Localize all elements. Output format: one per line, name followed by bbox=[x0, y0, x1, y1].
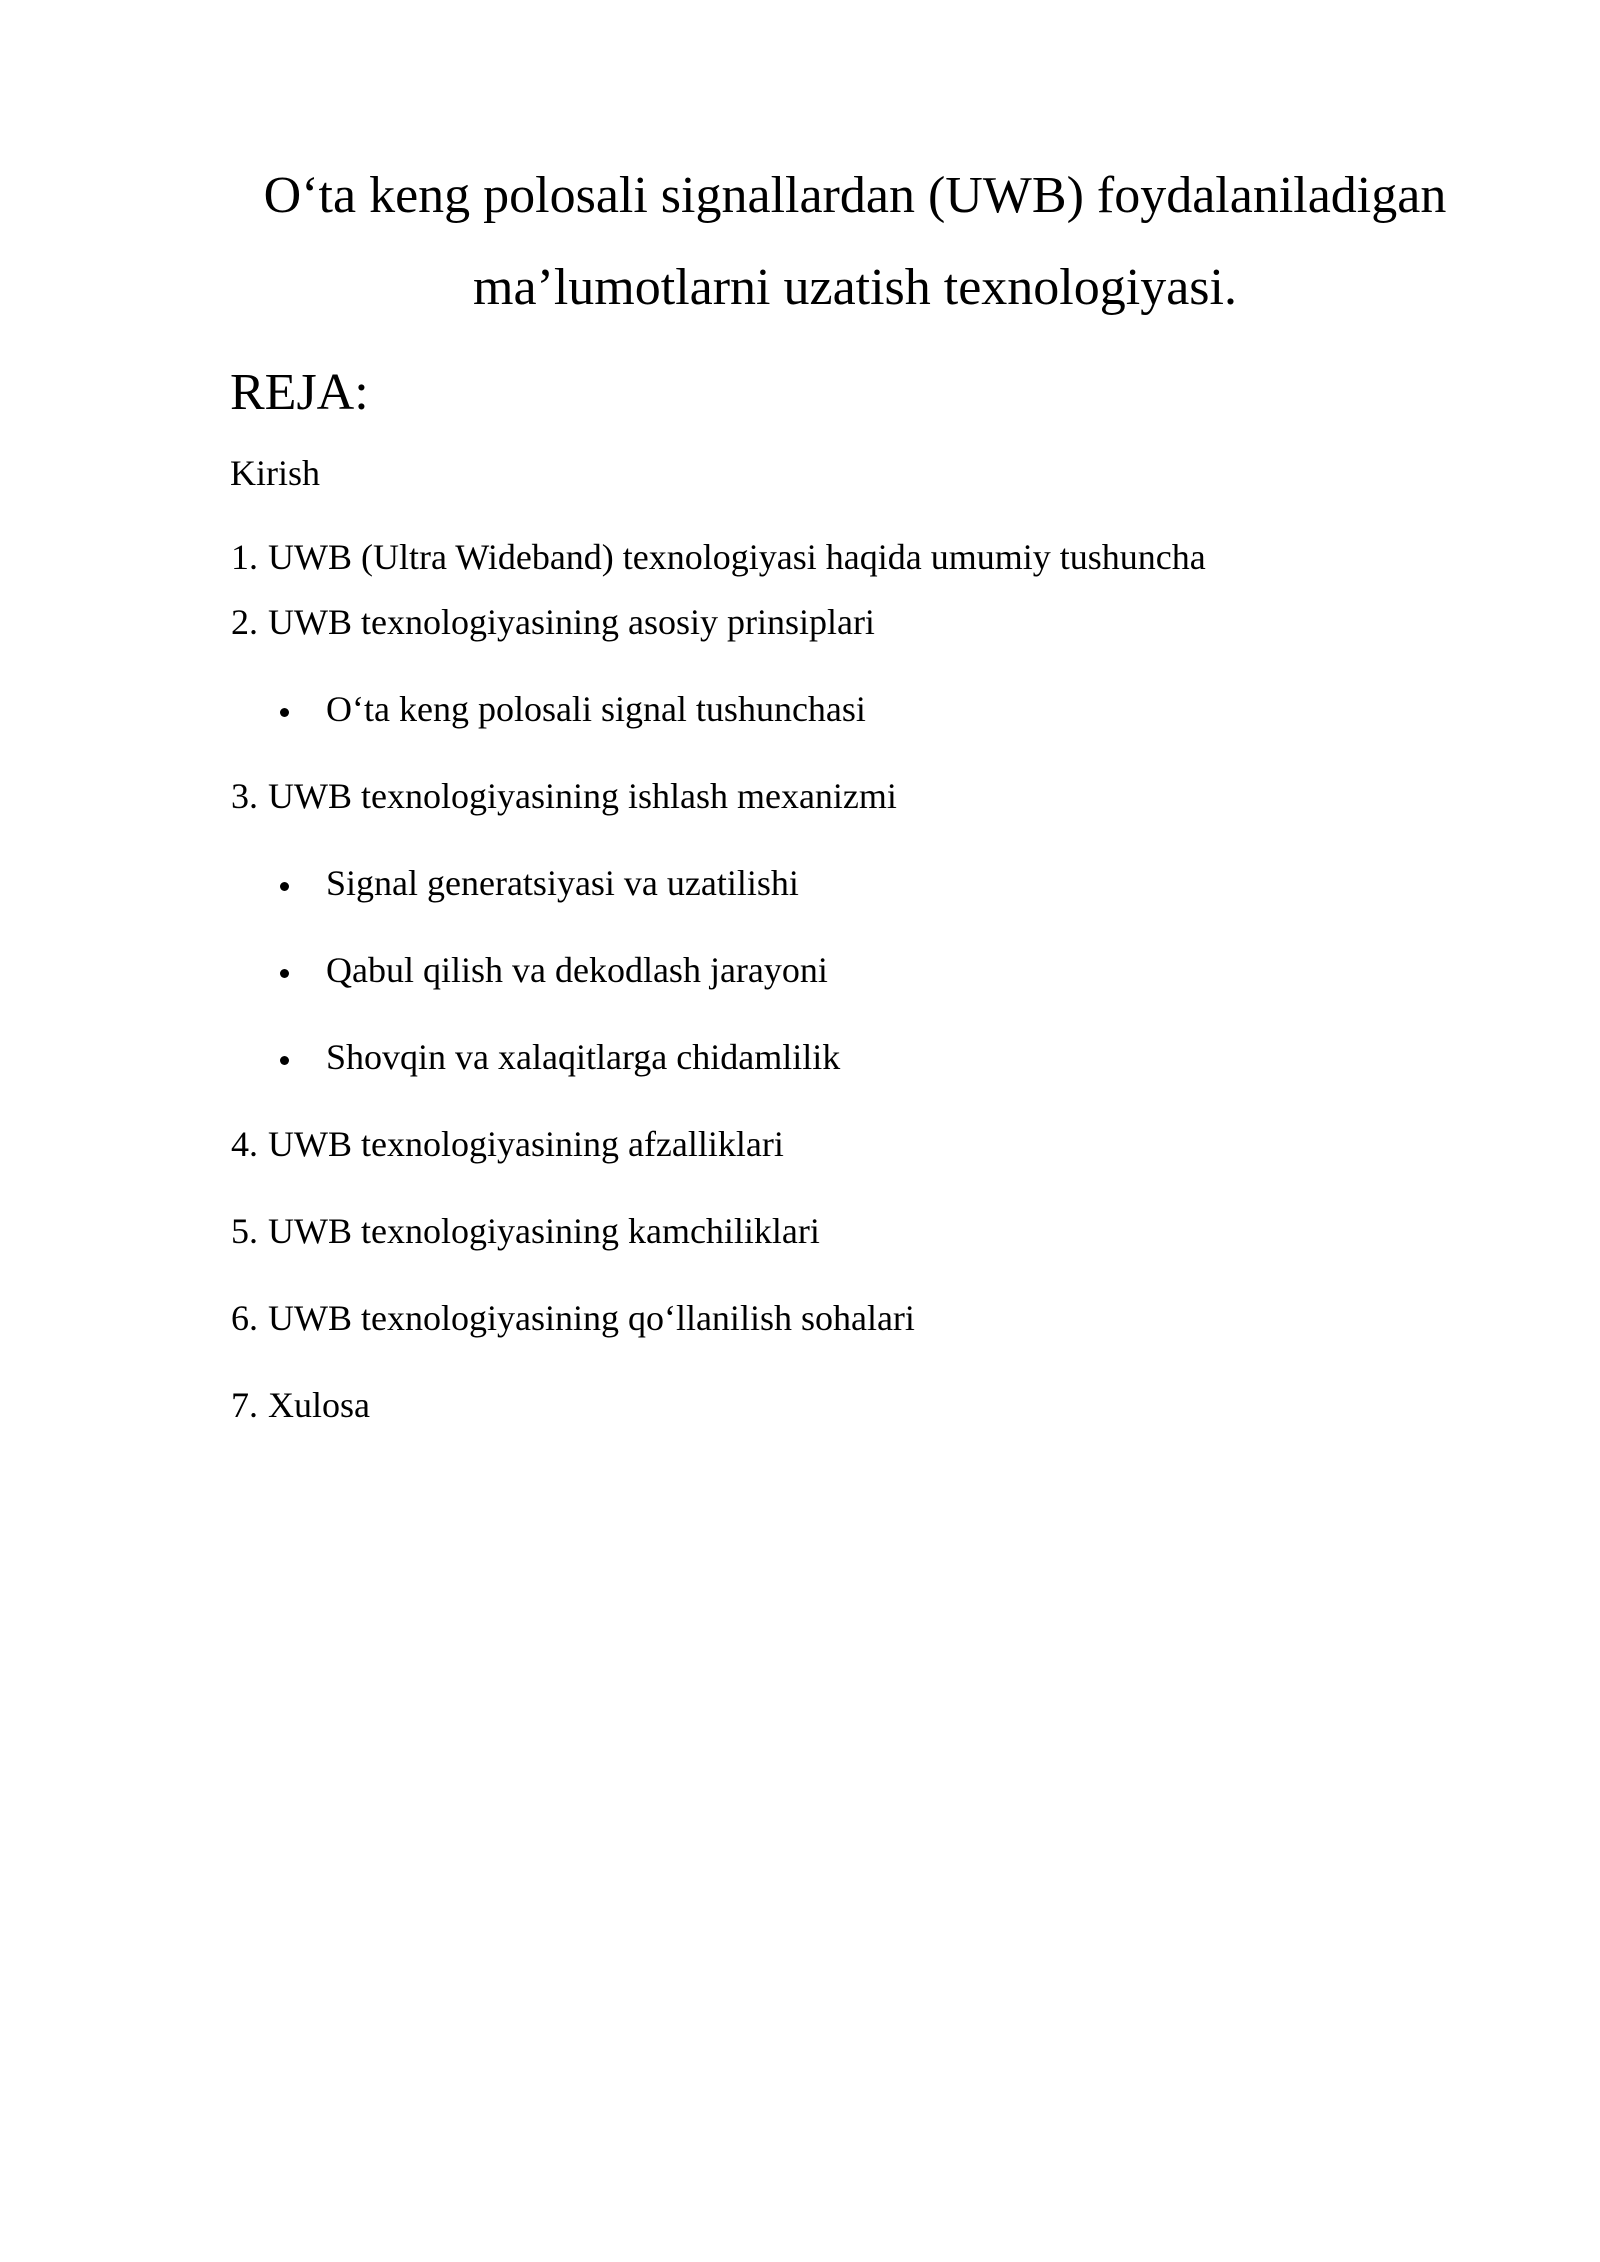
bullet-icon bbox=[280, 882, 289, 891]
outline-text: UWB texnologiyasining kamchiliklari bbox=[268, 1211, 820, 1251]
outline-text: Signal generatsiyasi va uzatilishi bbox=[326, 863, 799, 903]
outline-text: Xulosa bbox=[268, 1385, 370, 1425]
outline-text: UWB (Ultra Wideband) texnologiyasi haqida umumiy tushuncha bbox=[268, 537, 1206, 577]
title-line-2: ma’lumotlarni uzatish texnologiyasi. bbox=[473, 259, 1237, 316]
outline-text: UWB texnologiyasining ishlash mexanizmi bbox=[268, 776, 897, 816]
outline-text: UWB texnologiyasining qo‘llanilish sohalari bbox=[268, 1298, 915, 1338]
outline-number: 6. bbox=[231, 1298, 258, 1338]
bullet-icon bbox=[280, 969, 289, 978]
outline-text: UWB texnologiyasining asosiy prinsiplari bbox=[268, 602, 875, 642]
outline-text: UWB texnologiyasining afzalliklari bbox=[268, 1124, 784, 1164]
outline-text: O‘ta keng polosali signal tushunchasi bbox=[326, 689, 866, 729]
outline-text: Qabul qilish va dekodlash jarayoni bbox=[326, 950, 828, 990]
outline-text: Shovqin va xalaqitlarga chidamlilik bbox=[326, 1037, 841, 1077]
outline-number: 1. bbox=[231, 537, 258, 577]
outline-number: 2. bbox=[231, 602, 258, 642]
plan-heading: REJA: bbox=[230, 364, 369, 421]
outline-number: 3. bbox=[231, 776, 258, 816]
introduction-label: Kirish bbox=[230, 453, 320, 493]
document-title bbox=[230, 150, 1480, 334]
outline-number: 5. bbox=[231, 1211, 258, 1251]
outline-number: 7. bbox=[231, 1385, 258, 1425]
bullet-icon bbox=[280, 1056, 289, 1065]
outline-number: 4. bbox=[231, 1124, 258, 1164]
bullet-icon bbox=[280, 708, 289, 717]
title-line-1: O‘ta keng polosali signallardan (UWB) foydalaniladigan bbox=[263, 167, 1447, 224]
